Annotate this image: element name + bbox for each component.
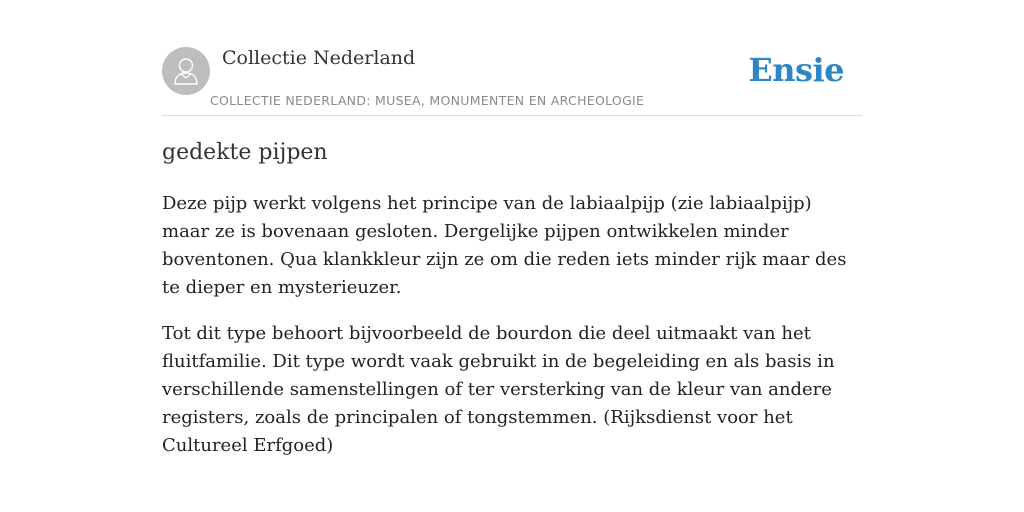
author-avatar[interactable]: [162, 47, 210, 95]
article-paragraph: Tot dit type behoort bijvoorbeeld de bourdon die deel uitmaakt van het fluitfamilie. Dit type wordt vaak gebruikt in de begeleiding en als basis in verschillende samenstellingen of ter versterking van de kleur van andere registers, zoals de principalen of tongstemmen. (Rijksdienst voor het Cultureel Erfgoed): [162, 323, 835, 456]
user-icon: [172, 56, 200, 86]
ensie-logo[interactable]: Ensie: [748, 51, 844, 89]
source-label[interactable]: COLLECTIE NEDERLAND: MUSEA, MONUMENTEN EN ARCHEOLOGIE: [210, 93, 645, 108]
article-title: gedekte pijpen: [162, 140, 328, 165]
article-header: [162, 46, 862, 116]
article-card: [162, 46, 862, 460]
author-name[interactable]: Collectie Nederland: [222, 47, 416, 69]
article-paragraph: Deze pijp werkt volgens het principe van de labiaalpijp (zie labiaalpijp) maar ze is bovenaan gesloten. Dergelijke pijpen ontwikkelen minder boventonen. Qua klankkleur zijn ze om die reden iets minder rijk maar des te dieper en mysterieuzer.: [162, 193, 847, 298]
